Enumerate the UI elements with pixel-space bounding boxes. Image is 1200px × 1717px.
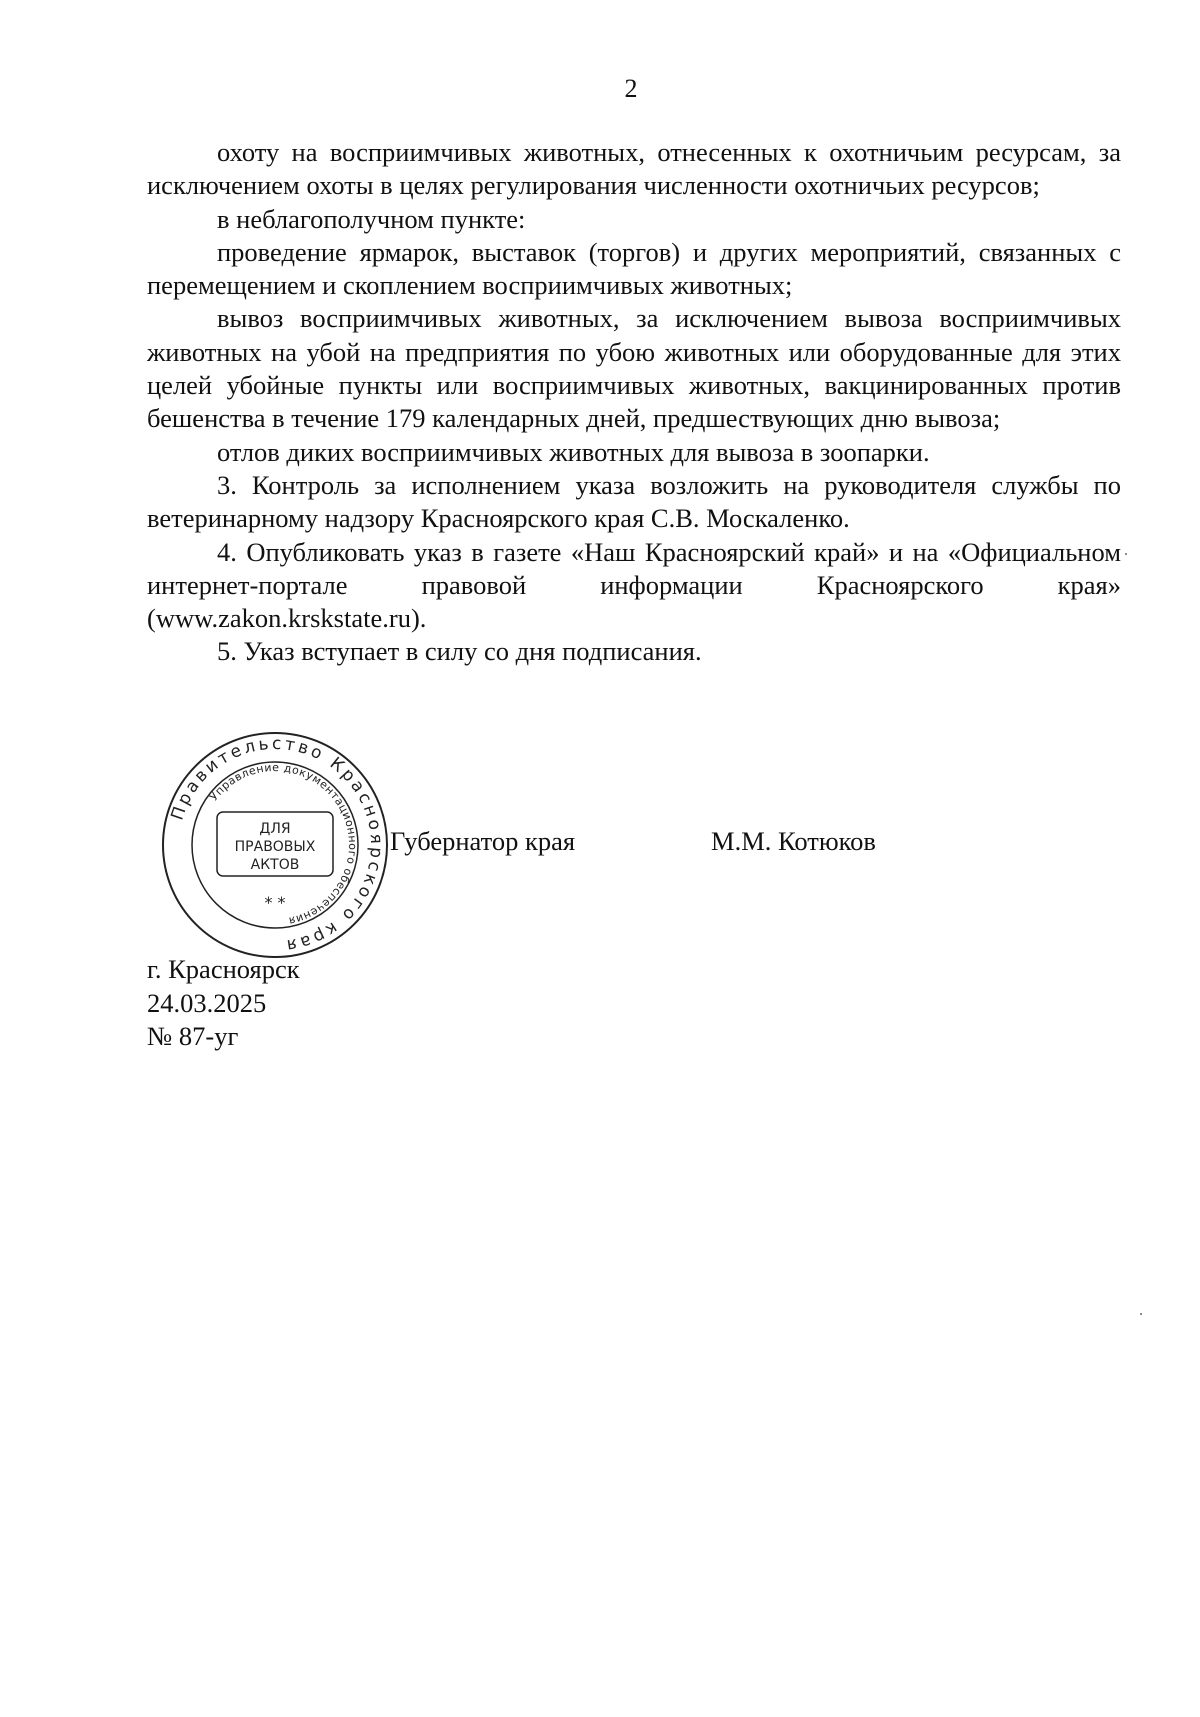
seal-center-line-3: АКТОВ [250,857,300,873]
footer-date: 24.03.2025 [147,987,267,1018]
seal-inner-text: Управление документационного обеспечения [207,760,360,928]
paragraph-3: проведение ярмарок, выставок (торгов) и других мероприятий, связанных с перемещением и скоплением восприимчивых животных; [147,236,1121,301]
footer-city: г. Красноярск [147,954,300,984]
seal-stars: * * [264,893,286,912]
signature-title: Губернатор края [390,826,576,856]
scan-speck [1125,553,1127,555]
paragraph-7: 4. Опубликовать указ в газете «Наш Красноярский край» и на «Официальном интернет-портале правовой информации Красноярского края» (www.zakon.krskstate.ru). [147,536,1121,634]
footer-number: № 87-уг [147,1021,239,1051]
paragraph-5: отлов диких восприимчивых животных для вывоза в зоопарки. [217,436,930,467]
page-number: 2 [624,74,638,103]
seal-outer-text: Правительство Красноярского края [167,733,387,956]
document-footer [147,953,300,1054]
paragraph-8: 5. Указ вступает в силу со дня подписания. [217,636,702,667]
paragraph-4: вывоз восприимчивых животных, за исключением вывоза восприимчивых животных на убой на предприятия по убою животных или оборудованные для этих целей убойные пункты или восприимчивых животных, вакцинированных против бешенства в течение 179 календарных дней, предшествующих дню вывоза; [147,303,1121,434]
paragraph-2: в неблагополучном пункте: [217,203,526,234]
paragraph-1: охоту на восприимчивых животных, отнесенных к охотничьим ресурсам, за исключением охоты в целях регулирования численности охотничьих ресурсов; [147,137,1121,201]
official-seal [160,730,390,960]
seal-center-line-2: ПРАВОВЫХ [234,839,316,855]
seal-graphic [160,730,390,960]
seal-center-line-1: ДЛЯ [259,821,291,837]
scan-speck [1140,1313,1142,1315]
paragraph-6: 3. Контроль за исполнением указа возложить на руководителя службы по ветеринарному надзору Красноярского края С.В. Москаленко. [147,469,1121,534]
document-body [147,136,1121,669]
signature-name: М.М. Котюков [711,826,876,856]
